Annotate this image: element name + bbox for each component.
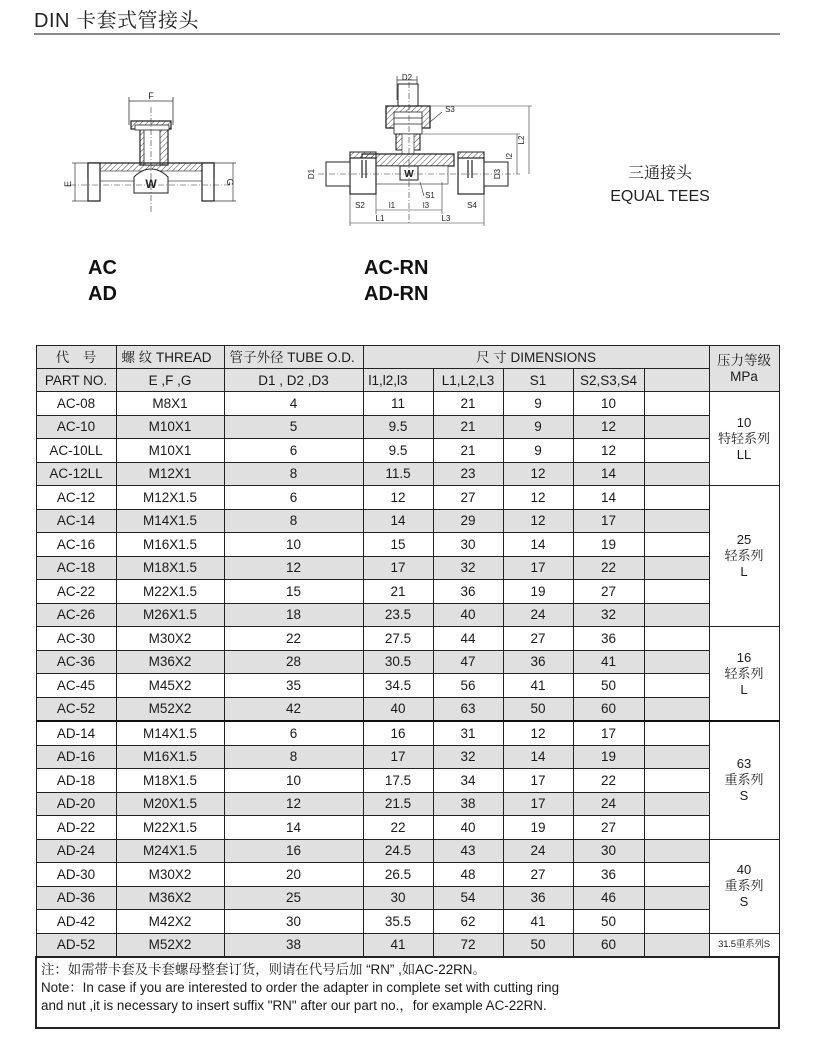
cell-s: 17: [573, 721, 644, 745]
header-pressure-unit: MPa: [730, 368, 758, 384]
pressure-series-cn: 重系列: [724, 772, 764, 788]
cell-thread: M45X2: [116, 674, 224, 698]
svg-text:W: W: [404, 169, 414, 180]
cell-s: 36: [573, 863, 644, 887]
cell-tube: 5: [224, 415, 363, 439]
pressure-value: 16: [736, 649, 752, 665]
table-row: [36, 650, 779, 674]
cell-L: 32: [433, 556, 503, 580]
cell-part: AD-30: [36, 863, 116, 887]
cell-s: 14: [573, 462, 644, 486]
cell-s: 32: [573, 603, 644, 627]
cell-s: 10: [573, 392, 644, 416]
cell-tube: 38: [224, 933, 363, 957]
cell-s: 60: [573, 933, 644, 957]
table-row: [36, 462, 779, 486]
cell-L: 30: [433, 533, 503, 557]
cell-s1: 36: [503, 886, 573, 910]
cell-tube: 4: [224, 392, 363, 416]
cell-tube: 22: [224, 627, 363, 651]
product-caption: [600, 162, 720, 208]
cell-l: 21: [363, 580, 433, 604]
caption-cn: 三通接头: [627, 165, 692, 182]
cell-blank: [644, 603, 709, 627]
order-note: [36, 957, 779, 1028]
header-thread: 螺 纹 THREAD: [116, 346, 224, 369]
cell-l: 17.5: [363, 769, 433, 793]
cell-part: AC-30: [36, 627, 116, 651]
header-s-col: S2,S3,S4: [573, 369, 644, 392]
cell-s: 12: [573, 415, 644, 439]
dim-label-d2: D2: [401, 73, 413, 82]
cell-s: 19: [573, 745, 644, 769]
cell-l: 30.5: [363, 650, 433, 674]
header-row-2: [36, 369, 779, 392]
table-row: [36, 603, 779, 627]
cell-tube: 35: [224, 674, 363, 698]
pressure-series-cn: 特轻系列: [717, 430, 770, 446]
cell-tube: 28: [224, 650, 363, 674]
cell-L: 34: [433, 769, 503, 793]
pressure-series-cn: 轻系列: [724, 665, 764, 681]
cell-part: AC-12: [36, 486, 116, 510]
cell-l: 12: [363, 486, 433, 510]
dim-label-l2-upper: L2: [517, 135, 526, 145]
table-row: [36, 721, 779, 745]
cell-thread: M22X1.5: [116, 816, 224, 840]
cell-part: AC-10: [36, 415, 116, 439]
table-row: [36, 439, 779, 463]
cell-L: 31: [433, 721, 503, 745]
dim-label-s2: S2: [355, 201, 365, 210]
pressure-series: LL: [736, 446, 752, 462]
pressure-series: S: [739, 788, 749, 804]
cell-part: AC-08: [36, 392, 116, 416]
cell-L: 27: [433, 486, 503, 510]
table-row: [36, 509, 779, 533]
cell-thread: M30X2: [116, 863, 224, 887]
cell-s1: 9: [503, 415, 573, 439]
header-row-1: [36, 346, 779, 369]
cell-tube: 6: [224, 721, 363, 745]
cell-blank: [644, 721, 709, 745]
cell-part: AC-18: [36, 556, 116, 580]
cell-blank: [644, 462, 709, 486]
cell-blank: [644, 415, 709, 439]
cell-thread: M20X1.5: [116, 792, 224, 816]
cell-s1: 17: [503, 792, 573, 816]
cell-l: 34.5: [363, 674, 433, 698]
cell-thread: M14X1.5: [116, 721, 224, 745]
cell-part: AD-20: [36, 792, 116, 816]
pressure-series-cn: 轻系列: [724, 548, 764, 563]
cell-s1: 12: [503, 509, 573, 533]
cell-s1: 36: [503, 650, 573, 674]
cell-L: 36: [433, 580, 503, 604]
pressure-series: S: [739, 894, 749, 909]
table-row: [36, 863, 779, 887]
cell-blank: [644, 839, 709, 863]
cell-s: 22: [573, 769, 644, 793]
cell-thread: M16X1.5: [116, 745, 224, 769]
cell-thread: M16X1.5: [116, 533, 224, 557]
cell-l: 30: [363, 886, 433, 910]
table-row: [36, 839, 779, 863]
cell-tube: 8: [224, 462, 363, 486]
cell-part: AC-14: [36, 509, 116, 533]
cell-part: AD-42: [36, 910, 116, 934]
table-row: [36, 910, 779, 934]
cell-s: 27: [573, 816, 644, 840]
dim-label-s4: S4: [467, 201, 477, 210]
dim-label-d3: D3: [493, 168, 502, 180]
header-pressure: [709, 346, 779, 392]
header-l-col: l1,l2,l3: [363, 369, 433, 392]
pressure-value: 40: [736, 862, 752, 877]
table-row: [36, 792, 779, 816]
pressure-value: 10: [736, 414, 752, 430]
cell-L: 23: [433, 462, 503, 486]
dim-label-s1: S1: [425, 191, 435, 200]
table-row: [36, 392, 779, 416]
cell-L: 63: [433, 697, 503, 721]
table-row: [36, 769, 779, 793]
cell-L: 38: [433, 792, 503, 816]
table-row: [36, 745, 779, 769]
model-label-ad: AD: [88, 283, 117, 305]
cell-l: 15: [363, 533, 433, 557]
cell-part: AC-52: [36, 697, 116, 721]
cell-tube: 12: [224, 556, 363, 580]
cell-thread: M42X2: [116, 910, 224, 934]
cell-s: 19: [573, 533, 644, 557]
cell-l: 9.5: [363, 439, 433, 463]
cell-thread: M8X1: [116, 392, 224, 416]
cell-s1: 9: [503, 439, 573, 463]
cell-s: 36: [573, 627, 644, 651]
table-row: [36, 486, 779, 510]
cell-s: 50: [573, 674, 644, 698]
cell-part: AC-26: [36, 603, 116, 627]
header-pressure-cn: 压力等级: [717, 352, 771, 368]
table-row: [36, 674, 779, 698]
cell-L: 40: [433, 816, 503, 840]
pressure-value: 63: [736, 756, 752, 772]
cell-L: 21: [433, 392, 503, 416]
cell-l: 26.5: [363, 863, 433, 887]
dim-label-d1: D1: [307, 168, 316, 180]
dim-label-l1-small: l1: [388, 201, 396, 210]
cell-blank: [644, 392, 709, 416]
cell-part: AD-36: [36, 886, 116, 910]
header-thread-sub: E ,F ,G: [116, 369, 224, 392]
cell-part: AD-24: [36, 839, 116, 863]
cell-s1: 27: [503, 863, 573, 887]
note-row: [36, 957, 779, 1028]
cell-blank: [644, 769, 709, 793]
cell-s1: 24: [503, 839, 573, 863]
cell-tube: 20: [224, 863, 363, 887]
cell-l: 9.5: [363, 415, 433, 439]
cell-s: 12: [573, 439, 644, 463]
cell-s: 50: [573, 910, 644, 934]
cell-part: AC-36: [36, 650, 116, 674]
cell-tube: 10: [224, 769, 363, 793]
model-label-ac-rn: AC-RN: [364, 257, 429, 279]
cell-tube: 18: [224, 603, 363, 627]
cell-l: 27.5: [363, 627, 433, 651]
table-row: [36, 580, 779, 604]
cell-thread: M12X1.5: [116, 486, 224, 510]
dim-label-l3-large: L3: [441, 214, 451, 223]
dim-label-l3-small: l3: [422, 201, 430, 210]
svg-text:W: W: [145, 177, 157, 191]
cell-l: 22: [363, 816, 433, 840]
header-blank-col: [644, 369, 709, 392]
cell-s: 17: [573, 509, 644, 533]
cell-blank: [644, 886, 709, 910]
cell-thread: M18X1.5: [116, 769, 224, 793]
cell-blank: [644, 816, 709, 840]
cell-part: AC-12LL: [36, 462, 116, 486]
dim-label-e: E: [63, 180, 73, 188]
cell-s: 30: [573, 839, 644, 863]
cell-l: 17: [363, 745, 433, 769]
cell-thread: M10X1: [116, 415, 224, 439]
cell-tube: 42: [224, 697, 363, 721]
cell-L: 44: [433, 627, 503, 651]
pressure-group: [709, 721, 779, 839]
cell-blank: [644, 910, 709, 934]
cell-l: 21.5: [363, 792, 433, 816]
cell-blank: [644, 627, 709, 651]
cell-part: AC-10LL: [36, 439, 116, 463]
model-label-ad-rn: AD-RN: [364, 283, 429, 305]
cell-L: 21: [433, 439, 503, 463]
cell-l: 24.5: [363, 839, 433, 863]
cell-s1: 12: [503, 462, 573, 486]
pressure-group: [709, 392, 779, 486]
cell-tube: 15: [224, 580, 363, 604]
cell-s1: 14: [503, 745, 573, 769]
cell-L: 56: [433, 674, 503, 698]
cell-blank: [644, 533, 709, 557]
cell-L: 21: [433, 415, 503, 439]
cell-blank: [644, 745, 709, 769]
cell-s: 41: [573, 650, 644, 674]
cell-L: 29: [433, 509, 503, 533]
cell-tube: 6: [224, 486, 363, 510]
cell-s1: 14: [503, 533, 573, 557]
table-row: [36, 556, 779, 580]
cell-s1: 12: [503, 721, 573, 745]
cell-part: AD-18: [36, 769, 116, 793]
header-tube: 管子外径 TUBE O.D.: [224, 346, 363, 369]
cell-L: 48: [433, 863, 503, 887]
cell-s: 22: [573, 556, 644, 580]
cell-tube: 25: [224, 886, 363, 910]
cell-l: 11: [363, 392, 433, 416]
table-row: [36, 415, 779, 439]
cell-L: 43: [433, 839, 503, 863]
cell-tube: 8: [224, 509, 363, 533]
cell-tube: 14: [224, 816, 363, 840]
pressure-series: L: [740, 564, 748, 579]
cell-thread: M36X2: [116, 650, 224, 674]
cell-L: 72: [433, 933, 503, 957]
cell-blank: [644, 650, 709, 674]
note-line-note-cn: 注：如需带卡套及卡套螺母整套订货，则请在代号后加 “RN” ,如AC-22RN。: [41, 962, 486, 977]
cell-s1: 9: [503, 392, 573, 416]
table-row: [36, 886, 779, 910]
cell-s1: 17: [503, 556, 573, 580]
note-line-note-en-2: and nut ,it is necessary to insert suffix "RN" after our part no.，for example AC-22RN.: [41, 998, 547, 1013]
header-part-cn: 代 号: [36, 346, 116, 369]
dim-label-l1-large: L1: [375, 214, 385, 223]
cell-blank: [644, 697, 709, 721]
dim-label-s3: S3: [445, 105, 455, 114]
spec-table: [35, 345, 780, 1029]
cell-part: AC-22: [36, 580, 116, 604]
pressure-series-cn: 重系列: [724, 878, 764, 893]
cell-tube: 8: [224, 745, 363, 769]
cell-s: 24: [573, 792, 644, 816]
cell-thread: M24X1.5: [116, 839, 224, 863]
table-row: [36, 533, 779, 557]
cell-part: AD-16: [36, 745, 116, 769]
cell-blank: [644, 509, 709, 533]
cell-tube: 30: [224, 910, 363, 934]
pressure-group: [709, 839, 779, 933]
cell-l: 23.5: [363, 603, 433, 627]
cell-s: 27: [573, 580, 644, 604]
cell-l: 17: [363, 556, 433, 580]
cell-blank: [644, 556, 709, 580]
cell-thread: M36X2: [116, 886, 224, 910]
cell-thread: M52X2: [116, 697, 224, 721]
cell-tube: 12: [224, 792, 363, 816]
table-row: [36, 697, 779, 721]
page-title: DIN 卡套式管接头: [34, 10, 199, 32]
cell-s1: 24: [503, 603, 573, 627]
cell-blank: [644, 863, 709, 887]
cell-s1: 19: [503, 580, 573, 604]
model-label-ac: AC: [88, 257, 117, 279]
cell-part: AC-16: [36, 533, 116, 557]
cell-s1: 17: [503, 769, 573, 793]
cell-l: 14: [363, 509, 433, 533]
cell-part: AD-52: [36, 933, 116, 957]
header-part-en: PART NO.: [36, 369, 116, 392]
cell-L: 40: [433, 603, 503, 627]
cell-s1: 41: [503, 674, 573, 698]
cell-tube: 6: [224, 439, 363, 463]
cell-thread: M14X1.5: [116, 509, 224, 533]
title-divider: [34, 33, 780, 35]
cell-s1: 12: [503, 486, 573, 510]
cell-blank: [644, 933, 709, 957]
cell-l: 41: [363, 933, 433, 957]
pressure-value: 25: [736, 532, 752, 547]
dim-label-l2-lower: l2: [505, 152, 514, 160]
cell-s: 60: [573, 697, 644, 721]
dim-label-g: G: [225, 178, 235, 186]
table-row: [36, 816, 779, 840]
cell-L: 54: [433, 886, 503, 910]
pressure-series: L: [740, 681, 748, 697]
cell-blank: [644, 674, 709, 698]
dim-label-f: F: [148, 91, 154, 101]
cell-part: AD-22: [36, 816, 116, 840]
cell-thread: M52X2: [116, 933, 224, 957]
cell-L: 62: [433, 910, 503, 934]
cell-L: 32: [433, 745, 503, 769]
cell-tube: 16: [224, 839, 363, 863]
cell-s1: 27: [503, 627, 573, 651]
cell-L: 47: [433, 650, 503, 674]
cell-s1: 50: [503, 933, 573, 957]
cell-thread: M26X1.5: [116, 603, 224, 627]
cell-s1: 19: [503, 816, 573, 840]
cell-s1: 50: [503, 697, 573, 721]
cell-l: 40: [363, 697, 433, 721]
cell-l: 35.5: [363, 910, 433, 934]
cell-thread: M30X2: [116, 627, 224, 651]
note-line-note-en-1: Note：In case if you are interested to order the adapter in complete set with cutting ring: [41, 980, 560, 995]
cell-s: 46: [573, 886, 644, 910]
header-s1-col: S1: [503, 369, 573, 392]
header-L-col: L1,L2,L3: [433, 369, 503, 392]
header-dimensions: 尺 寸 DIMENSIONS: [363, 346, 709, 369]
cell-thread: M12X1: [116, 462, 224, 486]
cell-blank: [644, 580, 709, 604]
cell-blank: [644, 486, 709, 510]
cell-thread: M18X1.5: [116, 556, 224, 580]
cell-tube: 10: [224, 533, 363, 557]
cell-thread: M22X1.5: [116, 580, 224, 604]
header-tube-sub: D1 , D2 ,D3: [224, 369, 363, 392]
pressure-group: 31.5重系列S: [709, 933, 779, 957]
pressure-group: [709, 486, 779, 627]
tee-drawing-ac-ad: [60, 85, 260, 220]
table-row: [36, 933, 779, 957]
pressure-group: [709, 627, 779, 722]
cell-blank: [644, 792, 709, 816]
cell-l: 11.5: [363, 462, 433, 486]
cell-s: 14: [573, 486, 644, 510]
cell-blank: [644, 439, 709, 463]
cell-thread: M10X1: [116, 439, 224, 463]
tee-drawing-ac-rn-ad-rn: [300, 70, 540, 230]
cell-s1: 41: [503, 910, 573, 934]
cell-part: AC-45: [36, 674, 116, 698]
caption-en: EQUAL TEES: [610, 188, 710, 205]
cell-l: 16: [363, 721, 433, 745]
cell-part: AD-14: [36, 721, 116, 745]
table-row: [36, 627, 779, 651]
